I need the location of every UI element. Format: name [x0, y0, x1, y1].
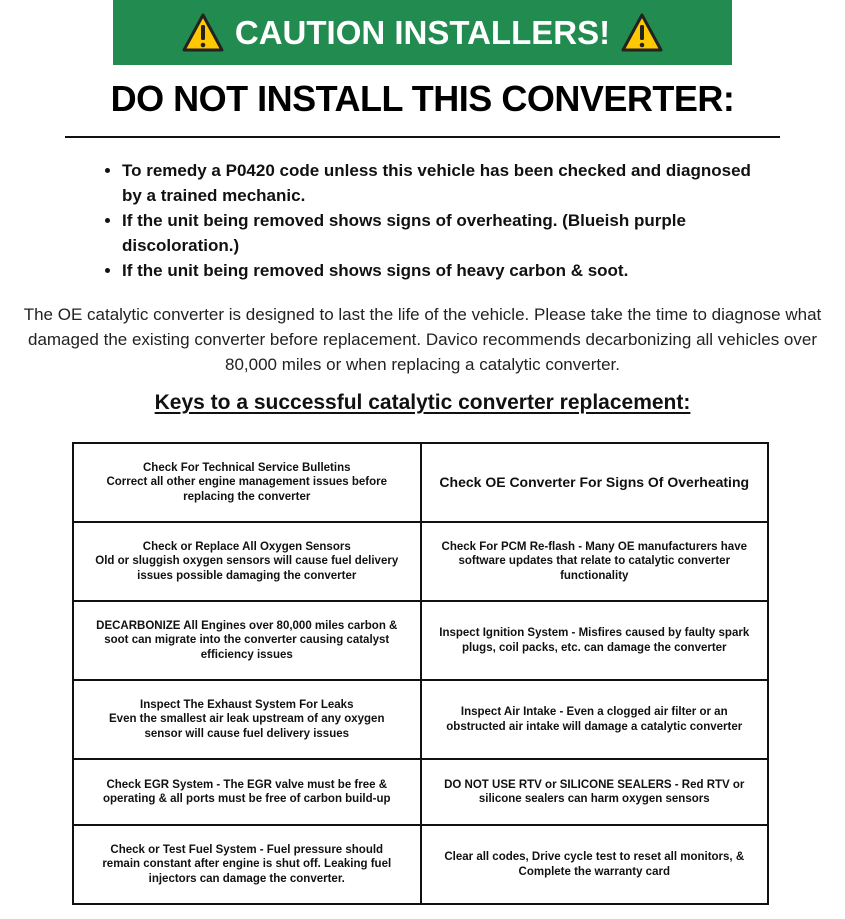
info-paragraph: The OE catalytic converter is designed to last the life of the vehicle. Please take the time to diagnose what damaged the existing converter before replacement. Davico recommends decarbonizing all vehicles over 80,000 miles or when replacing a catalytic converter. — [23, 305, 822, 374]
page-title: DO NOT INSTALL THIS CONVERTER: — [110, 78, 735, 119]
table-cell: Check EGR System - The EGR valve must be free & operating & all ports must be free of carbon build-up — [73, 759, 421, 825]
list-item: • If the unit being removed shows signs of overheating. (Blueish purple discoloration.) — [122, 208, 762, 258]
table-row — [73, 759, 768, 825]
table-row — [73, 825, 768, 904]
table-cell: Clear all codes, Drive cycle test to reset all monitors, & Complete the warranty card — [421, 825, 769, 904]
table-cell: Check OE Converter For Signs Of Overheating — [421, 443, 769, 522]
warning-triangle-icon — [620, 12, 664, 54]
table-cell: DO NOT USE RTV or SILICONE SEALERS - Red RTV or silicone sealers can harm oxygen sensors — [421, 759, 769, 825]
table-row — [73, 443, 768, 522]
table-cell: Check or Replace All Oxygen Sensors Old or sluggish oxygen sensors will cause fuel delivery issues possible damaging the converter — [73, 522, 421, 601]
caution-banner — [113, 0, 732, 65]
keys-heading: Keys to a successful catalytic converter replacement: — [154, 391, 691, 414]
table-row — [73, 522, 768, 601]
table-cell: Check For PCM Re-flash - Many OE manufacturers have software updates that relate to catalytic converter functionality — [421, 522, 769, 601]
banner-text: CAUTION INSTALLERS! — [234, 13, 611, 51]
table-cell: DECARBONIZE All Engines over 80,000 miles carbon & soot can migrate into the converter causing catalyst efficiency issues — [73, 601, 421, 680]
warning-list — [100, 158, 762, 283]
table-cell: Inspect Air Intake - Even a clogged air filter or an obstructed air intake will damage a catalytic converter — [421, 680, 769, 759]
table-cell: Inspect Ignition System - Misfires caused by faulty spark plugs, coil packs, etc. can damage the converter — [421, 601, 769, 680]
table-cell: Check or Test Fuel System - Fuel pressure should remain constant after engine is shut off. Leaking fuel injectors can damage the converter. — [73, 825, 421, 904]
divider — [65, 136, 780, 138]
table-cell: Inspect The Exhaust System For Leaks Even the smallest air leak upstream of any oxygen sensor will cause fuel delivery issues — [73, 680, 421, 759]
list-item: • To remedy a P0420 code unless this vehicle has been checked and diagnosed by a trained mechanic. — [122, 158, 762, 208]
list-item: • If the unit being removed shows signs of heavy carbon & soot. — [122, 258, 762, 283]
table-row — [73, 601, 768, 680]
table-cell: Check For Technical Service Bulletins Correct all other engine management issues before replacing the converter — [73, 443, 421, 522]
table-row — [73, 680, 768, 759]
warning-triangle-icon — [181, 12, 225, 54]
keys-table — [72, 442, 769, 905]
